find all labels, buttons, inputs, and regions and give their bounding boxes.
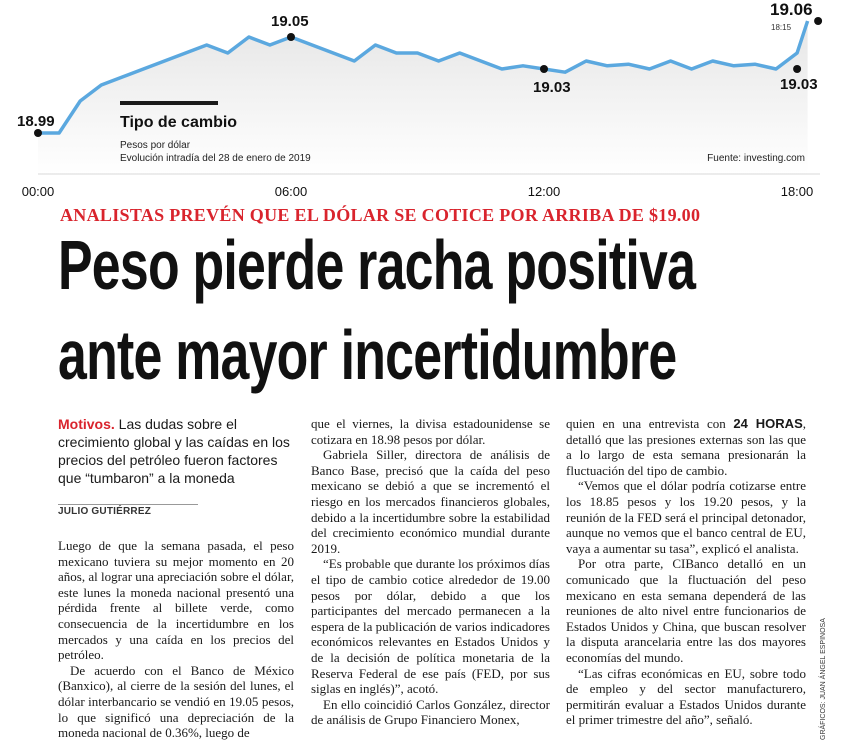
data-time-label: 18:15 [771, 23, 792, 32]
paragraph: Por otra parte, CIBanco detalló en un comunicado que la fluctuación del peso mexicano en esta semana dependerá de las reuniones de alto nivel entre funcionarios de Estados Unidos y China, que buscan resolver la disputa arancelaria entre las dos mayores economías del mundo. [566, 556, 806, 665]
kicker: ANALISTAS PREVÉN QUE EL DÓLAR SE COTICE POR ARRIBA DE $19.00 [60, 205, 701, 225]
paragraph: Gabriela Siller, directora de análisis de Banco Base, precisó que la caída del peso mexicano se debió a que se incrementó el riesgo en los mercados financieros globales, debido a la incertidumbre sobre la estabilidad del crecimiento económico mundial durante 2019. [311, 447, 550, 556]
exchange-rate-chart [0, 0, 846, 205]
paragraph-text: quien en una entrevista con [566, 416, 734, 431]
paragraph: “Vemos que el dólar podría cotizarse entre los 18.85 pesos y los 19.20 pesos, y la reunión de la FED será el principal detonador, aunque no vemos que el banco central de EU, vaya a aumentar su tasa”, explicó el analista. [566, 478, 806, 556]
data-point-marker [793, 65, 801, 73]
chart-subtitle-date: Evolución intradía del 28 de enero de 2019 [120, 153, 311, 164]
paragraph [566, 416, 806, 478]
paragraph: De acuerdo con el Banco de México (Banxico), al cierre de la sesión del lunes, el dólar interbancario se vendió en 19.05 pesos, lo que significó una depreciación de la moneda nacional de 0.36%, luego de [58, 662, 294, 741]
data-point-marker [34, 129, 42, 137]
deck-lead: Motivos. [58, 416, 115, 432]
chart-title-bar [120, 101, 218, 105]
paragraph: “Las cifras económicas en EU, sobre todo de empleo y del sector manufacturero, permitirán evaluar a Estados Unidos durante el primer trimestre del año”, señaló. [566, 665, 806, 728]
column-3 [566, 416, 806, 728]
headline-line-2: ante mayor incertidumbre [58, 316, 677, 394]
graphics-credit: GRÁFICOS: JUAN ÁNGEL ESPINOSA [820, 618, 827, 740]
deck [58, 415, 298, 487]
newspaper-name: 24 HORAS [733, 416, 803, 431]
paragraph: En ello coincidió Carlos González, director de análisis de Grupo Financiero Monex, [311, 696, 550, 728]
data-label: 18.99 [17, 113, 55, 130]
chart-area-fill [38, 21, 808, 174]
paragraph: “Es probable que durante los próximos días el tipo de cambio cotice alrededor de 19.00 pesos por dólar, debido a que los participantes del mercado permanecen a la espera de la publicación de varios indicadores económicos relevantes en Estados Unidos y de la decisión de política monetaria de la Reserva Federal de ese país (FED, por sus siglas en inglés)”, acotó. [311, 556, 550, 697]
chart-subtitle-units: Pesos por dólar [120, 140, 191, 151]
x-tick-label: 18:00 [780, 184, 814, 199]
chart-source: Fuente: investing.com [707, 153, 805, 164]
chart-title: Tipo de cambio [120, 114, 238, 131]
x-tick-label: 12:00 [527, 184, 561, 199]
column-2 [311, 416, 550, 728]
paragraph: Luego de que la semana pasada, el peso mexicano tuviera su mejor momento en 20 años, al lograr una apreciación sobre el dólar, este lunes la moneda nacional presentó una pérdida frente al billete verde, como consecuencia de la incertidumbre en los mercados y una caída en los precios del petróleo. [58, 538, 294, 663]
headline-line-1: Peso pierde racha positiva [58, 226, 696, 304]
paragraph: que el viernes, la divisa estadounidense se cotizara en 18.98 pesos por dólar. [311, 416, 550, 447]
data-point-marker [287, 33, 295, 41]
data-label: 19.06 [770, 0, 813, 19]
deck-text: Las dudas sobre el crecimiento global y las caídas en los precios del petróleo fueron factores que “tumbaron” a la moneda [58, 416, 290, 486]
series-area [38, 21, 808, 174]
data-label: 19.03 [533, 79, 571, 96]
data-point-marker [814, 17, 822, 25]
byline-rule [58, 504, 198, 505]
data-point-marker [540, 65, 548, 73]
x-tick-label: 00:00 [21, 184, 55, 199]
data-label: 19.03 [780, 76, 818, 93]
column-1 [58, 538, 294, 741]
x-tick-label: 06:00 [274, 184, 308, 199]
paragraph-text: , detalló que las presiones externas son las que a lo largo de esta semana presionarán la fluctuación del tipo de cambio. [566, 416, 806, 478]
data-label: 19.05 [271, 13, 309, 30]
byline: JULIO GUTIÉRREZ [58, 506, 152, 517]
